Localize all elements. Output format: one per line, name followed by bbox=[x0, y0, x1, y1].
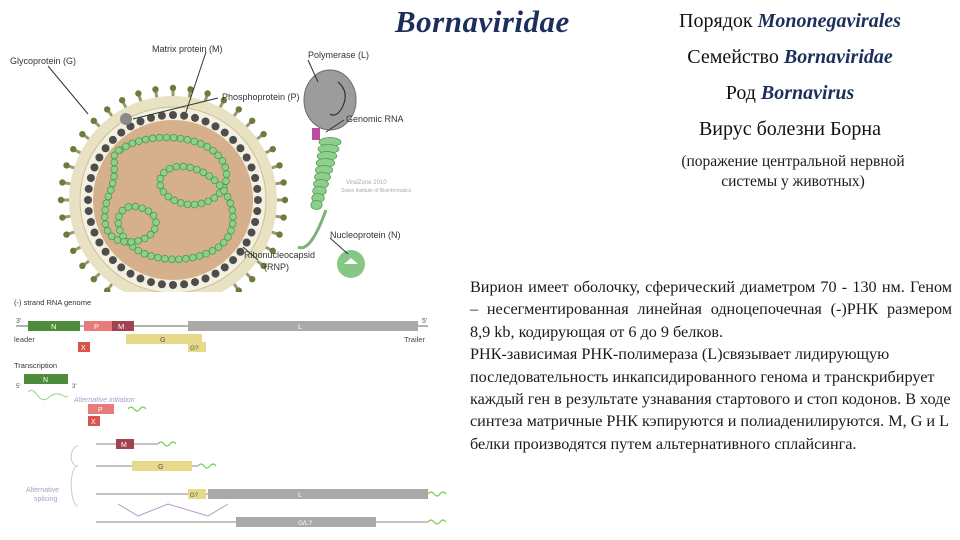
matrix-protein bbox=[85, 207, 93, 215]
matrix-protein bbox=[254, 196, 262, 204]
nucleoprotein-bead bbox=[111, 173, 118, 180]
label-polymerase: Polymerase (L) bbox=[308, 50, 370, 60]
taxonomy-virus: Вирус болезни Борна bbox=[698, 118, 882, 140]
matrix-protein bbox=[87, 218, 95, 226]
glycoprotein-spike-head bbox=[58, 197, 64, 203]
glycoprotein-spike-head bbox=[276, 162, 282, 168]
nucleoprotein-bead bbox=[121, 238, 128, 245]
nucleoprotein-bead bbox=[101, 214, 108, 221]
matrix-protein bbox=[251, 218, 259, 226]
glycoprotein-spike-head bbox=[282, 197, 288, 203]
nucleoprotein-bead bbox=[116, 227, 123, 234]
phosphoprotein-shape bbox=[312, 128, 320, 140]
note bbox=[633, 152, 953, 192]
nucleoprotein-bead bbox=[103, 200, 110, 207]
nucleoprotein-bead bbox=[219, 158, 226, 165]
label-glycoprotein: Glycoprotein (G) bbox=[10, 56, 77, 66]
nucleoprotein-bead bbox=[222, 164, 229, 171]
extended-rnp-bead bbox=[311, 201, 322, 210]
matrix-protein bbox=[117, 129, 125, 137]
alt-splicing-label-2: splicing bbox=[34, 496, 58, 503]
watermark-line-2: Swiss Institute of Bioinformatics bbox=[341, 188, 412, 194]
genome-3prime: 3' bbox=[16, 318, 22, 325]
matrix-protein bbox=[236, 144, 244, 152]
nucleoprotein-bead bbox=[223, 178, 230, 185]
genome-leader-label: leader bbox=[14, 335, 35, 344]
nucleoprotein-bead bbox=[193, 166, 200, 173]
glycoprotein-spike-head bbox=[70, 146, 76, 152]
nucleoprotein-bead bbox=[150, 212, 157, 219]
watermark-line-1: ViralZone 2010 bbox=[346, 180, 387, 186]
gene-m-label: M bbox=[118, 322, 125, 331]
glycoprotein-spike-head bbox=[59, 179, 65, 185]
mrna-x-label: X bbox=[91, 419, 96, 426]
gene-l-box bbox=[188, 321, 418, 331]
nucleoprotein-bead bbox=[102, 221, 109, 228]
nucleoprotein-bead bbox=[173, 163, 180, 170]
nucleoprotein-bead bbox=[115, 220, 122, 227]
matrix-protein bbox=[84, 196, 92, 204]
genome-diagram bbox=[8, 296, 448, 540]
glycoprotein-spike-head bbox=[59, 214, 65, 220]
nucleoprotein-bead bbox=[191, 138, 198, 145]
nucleoprotein-bead bbox=[129, 140, 136, 147]
nucleoprotein-bead bbox=[157, 182, 164, 189]
matrix-protein bbox=[109, 136, 117, 144]
matrix-protein bbox=[221, 129, 229, 137]
glycoprotein-spike-head bbox=[270, 146, 276, 152]
mrna-n-label: N bbox=[43, 377, 49, 384]
description-paragraph-2: РНК-зависимая РНК-полимераза (L)связывает лидирующую последовательность инкапсидированного генома и транскрибирует каждый ген в результате узнавания стартового и стоп кодонов. В ходе синтеза матричные РНК кэпируются и полиаденилируются. M, G и L белки производятся путем альтернативного сплайсинга. bbox=[470, 345, 951, 453]
nucleoprotein-bead bbox=[200, 169, 207, 176]
glycoprotein-spike-head bbox=[63, 231, 69, 237]
taxonomy-genus bbox=[640, 82, 940, 105]
transcription-label: Transcription bbox=[14, 361, 58, 370]
glycoprotein-spike-head bbox=[91, 276, 97, 282]
matrix-protein bbox=[87, 174, 95, 182]
nucleoprotein-bead bbox=[196, 253, 203, 260]
nucleoprotein-bead bbox=[166, 165, 173, 172]
mrna-n-3prime: 3' bbox=[72, 384, 77, 390]
description-block bbox=[470, 276, 952, 455]
label-genomic-rna: Genomic RNA bbox=[346, 114, 404, 124]
glycoprotein-spike-head bbox=[119, 97, 125, 103]
nucleoprotein-bead bbox=[107, 187, 114, 194]
nucleoprotein-bead bbox=[211, 194, 218, 201]
nucleoprotein-bead bbox=[180, 163, 187, 170]
nucleoprotein-bead bbox=[123, 143, 130, 150]
nucleoprotein-bead bbox=[163, 134, 170, 141]
glycoprotein-spike-head bbox=[70, 248, 76, 254]
gene-l-label: L bbox=[298, 322, 303, 331]
nucleoprotein-bead bbox=[229, 207, 236, 214]
order-prefix: Порядок bbox=[679, 10, 753, 32]
mrna-p-label: P bbox=[98, 407, 103, 414]
slide-title: Bornaviridae bbox=[395, 4, 570, 39]
label-phosphoprotein: Phosphoprotein (P) bbox=[222, 92, 300, 102]
genus-name: Bornavirus bbox=[760, 82, 855, 104]
nucleoprotein-bead bbox=[111, 159, 118, 166]
matrix-protein bbox=[169, 111, 177, 119]
nucleoprotein-bead bbox=[160, 188, 167, 195]
nucleoprotein-bead bbox=[141, 250, 148, 257]
gene-x-label: X bbox=[81, 345, 86, 352]
glycoprotein-spike-head bbox=[280, 214, 286, 220]
alt-initiation-label: Alternative initiation bbox=[74, 397, 135, 404]
matrix-protein bbox=[212, 122, 220, 130]
matrix-protein bbox=[180, 112, 188, 120]
glycoprotein-spike-head bbox=[249, 276, 255, 282]
matrix-protein bbox=[158, 280, 166, 288]
glycoprotein-spike-head bbox=[236, 106, 242, 112]
nucleoprotein-bead bbox=[224, 193, 231, 200]
glycoprotein-spike-head bbox=[79, 263, 85, 269]
nucleoprotein-bead bbox=[135, 237, 142, 244]
genome-trailer-label: Trailer bbox=[404, 335, 425, 344]
glycoprotein-spike-head bbox=[63, 162, 69, 168]
glycoprotein-spike-head bbox=[170, 85, 176, 91]
matrix-protein bbox=[180, 280, 188, 288]
virion-diagram bbox=[8, 42, 448, 292]
family-prefix: Семейство bbox=[687, 46, 779, 68]
matrix-protein bbox=[85, 185, 93, 193]
nucleoprotein-bead bbox=[184, 201, 191, 208]
matrix-protein bbox=[229, 136, 237, 144]
nucleoprotein-bead bbox=[111, 166, 118, 173]
glycoprotein-spike-head bbox=[260, 131, 266, 137]
note-line-1: (поражение центральной нервной bbox=[681, 153, 905, 170]
taxonomy-order bbox=[640, 10, 940, 33]
alt-splicing-label-1: Alternative bbox=[26, 487, 60, 494]
nucleoprotein-bead bbox=[153, 219, 160, 226]
matrix-protein bbox=[109, 256, 117, 264]
glycoprotein-spike-head bbox=[91, 118, 97, 124]
nucleoprotein-bead bbox=[168, 256, 175, 263]
matrix-protein bbox=[102, 248, 110, 256]
nucleoprotein-bead bbox=[155, 254, 162, 261]
matrix-protein bbox=[147, 278, 155, 286]
glycoprotein-spike-head bbox=[79, 131, 85, 137]
nucleoprotein-bead bbox=[191, 201, 198, 208]
nucleoprotein-bead bbox=[230, 214, 237, 221]
nucleoprotein-bead bbox=[187, 164, 194, 171]
nucleoprotein-bead bbox=[139, 205, 146, 212]
mrna-g2-label: G? bbox=[190, 493, 199, 499]
nucleoprotein-bead bbox=[141, 235, 148, 242]
label-rnp-line-2: (RNP) bbox=[264, 262, 289, 272]
mrna-n-5prime: 5' bbox=[16, 384, 21, 390]
matrix-protein bbox=[191, 278, 199, 286]
nucleoprotein-bead bbox=[223, 171, 230, 178]
glycoprotein-spike-head bbox=[104, 106, 110, 112]
nucleoprotein-bead bbox=[197, 140, 204, 147]
nucleoprotein-bead bbox=[161, 255, 168, 262]
matrix-protein bbox=[243, 154, 251, 162]
nucleoprotein-bead bbox=[175, 256, 182, 263]
matrix-protein bbox=[90, 163, 98, 171]
glycoprotein-spike-head bbox=[249, 118, 255, 124]
label-matrix: Matrix protein (M) bbox=[152, 44, 223, 54]
matrix-protein bbox=[90, 229, 98, 237]
nucleoprotein-bead bbox=[227, 200, 234, 207]
nucleoprotein-bead bbox=[128, 238, 135, 245]
matrix-protein bbox=[117, 263, 125, 271]
matrix-protein bbox=[248, 229, 256, 237]
matrix-protein bbox=[202, 117, 210, 125]
matrix-protein bbox=[221, 263, 229, 271]
label-rnp-line-1: Ribonucleocapsid bbox=[244, 250, 316, 260]
nucleoprotein-bead bbox=[142, 136, 149, 143]
matrix-protein bbox=[253, 207, 261, 215]
genome-background bbox=[8, 296, 448, 540]
matrix-protein bbox=[243, 239, 251, 247]
nucleoprotein-bead bbox=[125, 204, 132, 211]
gene-n-label: N bbox=[51, 322, 57, 331]
matrix-protein bbox=[248, 163, 256, 171]
nucleoprotein-bead bbox=[156, 134, 163, 141]
nucleoprotein-bead bbox=[209, 247, 216, 254]
mrna-l-box bbox=[208, 489, 428, 499]
matrix-protein bbox=[229, 256, 237, 264]
glycoprotein-spike-head bbox=[280, 179, 286, 185]
nucleoprotein-bead bbox=[105, 193, 112, 200]
matrix-protein bbox=[251, 174, 259, 182]
nucleoprotein-bead bbox=[104, 227, 111, 234]
glycoprotein-spike-head bbox=[276, 231, 282, 237]
matrix-protein bbox=[95, 239, 103, 247]
glycoprotein-spike-head bbox=[204, 90, 210, 96]
nucleoprotein-bead bbox=[203, 250, 210, 257]
taxonomy-family bbox=[640, 46, 940, 69]
mrna-m-label: M bbox=[121, 442, 127, 449]
nucleoprotein-bead bbox=[205, 198, 212, 205]
note-line-2: системы у животных) bbox=[721, 173, 865, 190]
nucleoprotein-bead bbox=[184, 136, 191, 143]
nucleoprotein-bead bbox=[221, 187, 228, 194]
description-paragraph-1: Вирион имеет оболочку, сферический диаметром 70 - 130 нм. Геном – несегментированная линейная одноцепочечная (-)РНК размером 8,9 kb, кодирующая от 6 до 9 белков. bbox=[470, 278, 952, 341]
nucleoprotein-bead bbox=[198, 200, 205, 207]
gene-g-label: G bbox=[160, 337, 166, 344]
matrix-protein bbox=[202, 275, 210, 283]
matrix-protein bbox=[253, 185, 261, 193]
matrix-protein bbox=[212, 270, 220, 278]
nucleoprotein-bead bbox=[132, 203, 139, 210]
nucleoprotein-bead bbox=[177, 200, 184, 207]
genome-header: (-) strand RNA genome bbox=[14, 298, 92, 307]
matrix-protein bbox=[136, 275, 144, 283]
glycoprotein-spike-head bbox=[152, 86, 158, 92]
genome-5prime: 5' bbox=[422, 318, 428, 325]
nucleoprotein-bead bbox=[189, 254, 196, 261]
matrix-protein bbox=[136, 117, 144, 125]
mrna-g-label: G bbox=[158, 464, 164, 471]
nucleoprotein-bead bbox=[136, 138, 143, 145]
nucleoprotein-bead bbox=[177, 135, 184, 142]
nucleoprotein-bead bbox=[229, 220, 236, 227]
phosphoprotein-marker bbox=[120, 113, 132, 125]
gene-p-label: P bbox=[94, 322, 100, 331]
nucleoprotein-bead bbox=[109, 180, 116, 187]
nucleoprotein-bead bbox=[149, 135, 156, 142]
nucleoprotein-bead bbox=[102, 207, 109, 214]
matrix-protein bbox=[102, 144, 110, 152]
nucleoprotein-bead bbox=[115, 147, 122, 154]
nucleoprotein-bead bbox=[228, 227, 235, 234]
order-name: Mononegavirales bbox=[757, 10, 901, 32]
matrix-protein bbox=[169, 281, 177, 289]
family-name: Bornaviridae bbox=[783, 46, 893, 68]
mrna-gl-label: G/L? bbox=[298, 520, 313, 527]
matrix-protein bbox=[95, 154, 103, 162]
gene-g2-label: G? bbox=[190, 345, 199, 352]
nucleoprotein-bead bbox=[182, 255, 189, 262]
matrix-protein bbox=[191, 114, 199, 122]
glycoprotein-spike-head bbox=[135, 90, 141, 96]
genus-prefix: Род bbox=[725, 82, 756, 104]
label-nucleoprotein: Nucleoprotein (N) bbox=[330, 230, 401, 240]
matrix-protein bbox=[127, 270, 135, 278]
nucleoprotein-bead bbox=[148, 253, 155, 260]
nucleoprotein-bead bbox=[170, 134, 177, 141]
mrna-l-label: L bbox=[298, 492, 302, 499]
